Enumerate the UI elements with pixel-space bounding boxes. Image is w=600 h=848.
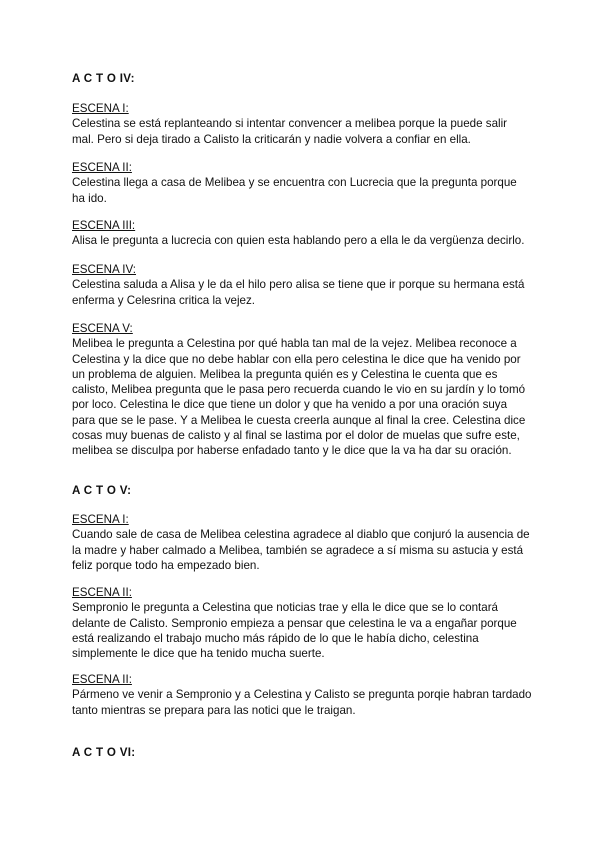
scene-heading: ESCENA III: xyxy=(72,219,136,232)
act-iv-scene-3 xyxy=(72,218,532,249)
scene-heading: ESCENA II: xyxy=(72,586,132,599)
scene-text: Sempronio le pregunta a Celestina que noticias trae y ella le dice que se lo contará delante de Calisto. Sempronio empieza a pensar que celestina le va a engañar porque está realizando el trabajo mucho más rápido de lo que le había dicho, celestina simplemente le dice que ha tenido mucha suerte. xyxy=(72,601,517,661)
scene-text: Alisa le pregunta a lucrecia con quien esta hablando pero a ella le da vergüenza decirlo. xyxy=(72,234,525,248)
scene-heading: ESCENA II: xyxy=(72,673,132,686)
scene-text: Celestina llega a casa de Melibea y se encuentra con Lucrecia que la pregunta porque ha ido. xyxy=(72,176,517,205)
act-iv-scene-1 xyxy=(72,101,532,147)
scene-text: Melibea le pregunta a Celestina por qué habla tan mal de la vejez. Melibea reconoce a Celestina y la dice que no debe hablar con ella pero celestina le dice que ha venido por un problema de alguien. Melibea la pregunta quién es y Celestina le cuenta que es calisto, Melibea pregunta que le pasa pero recuerda cuando le vio en su jardín y lo tomó por loco. Celestina le dice que tiene un dolor y que ha venido a por una oración suya para que se le pase. Y a Melibea le cuesta creerla aunque al final la cree. Celestina dice cosas muy buenas de calisto y al final se lastima por el dolor de muelas que sufre este, melibea se disculpa por haberse enfadado tanto y le dice que la va ha dar su oración. xyxy=(72,337,526,458)
act-v-title: A C T O V: xyxy=(72,484,132,497)
act-v-scene-1 xyxy=(72,512,532,573)
act-iv-title: A C T O IV: xyxy=(72,72,135,85)
scene-heading: ESCENA I: xyxy=(72,102,129,115)
act-vi-title: A C T O VI: xyxy=(72,746,136,759)
scene-text: Pármeno ve venir a Sempronio y a Celestina y Calisto se pregunta porqie habran tardado tanto mientras se prepara para las notici que le traigan. xyxy=(72,688,532,717)
scene-text: Celestina saluda a Alisa y le da el hilo pero alisa se tiene que ir porque su hermana está enferma y Celesrina critica la vejez. xyxy=(72,278,525,307)
scene-text: Cuando sale de casa de Melibea celestina agradece al diablo que conjuró la ausencia de la madre y haber calmado a Melibea, también se agradece a sí misma su astucia y está feliz porque todo ha empezado bien. xyxy=(72,528,530,572)
scene-heading: ESCENA I: xyxy=(72,513,129,526)
act-v-scene-3 xyxy=(72,672,532,718)
act-iv-scene-5 xyxy=(72,321,532,459)
act-v-scene-2 xyxy=(72,585,532,661)
act-iv-scene-4 xyxy=(72,262,532,308)
act-iv-scene-2 xyxy=(72,160,532,206)
scene-heading: ESCENA IV: xyxy=(72,263,137,276)
scene-text: Celestina se está replanteando si intentar convencer a melibea porque la puede salir mal. Pero si deja tirado a Calisto la criticarán y nadie volvera a confiar en ella. xyxy=(72,117,508,146)
scene-heading: ESCENA V: xyxy=(72,322,133,335)
scene-heading: ESCENA II: xyxy=(72,161,132,174)
